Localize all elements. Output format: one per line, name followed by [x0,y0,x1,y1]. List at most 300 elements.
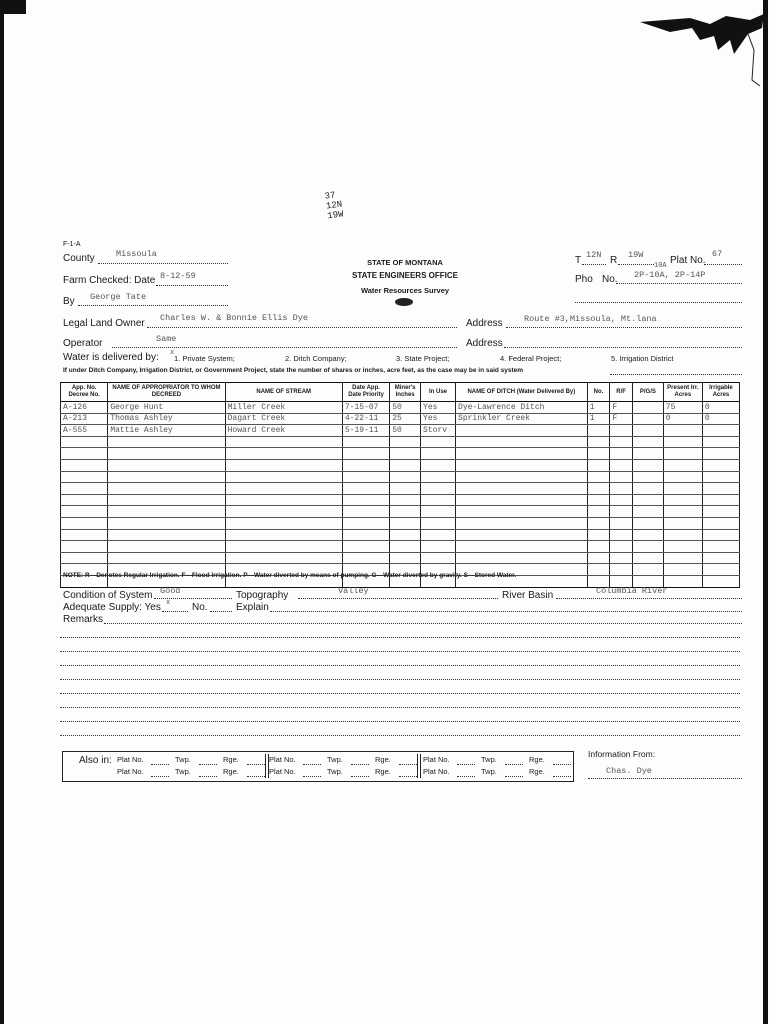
township-line [582,264,606,265]
condition-label: Condition of System [63,590,153,601]
cell-miners-inches[interactable] [390,436,421,448]
cell-miners-inches[interactable] [390,459,421,471]
cell-irrigable-acres[interactable] [702,564,739,576]
cell-miners-inches[interactable] [390,541,421,553]
cell-no[interactable] [587,494,610,506]
cell-ditch[interactable] [456,517,588,529]
delivery-option-private[interactable]: 1. Private System; [174,354,235,363]
cell-pgs[interactable] [632,459,663,471]
cell-stream[interactable] [225,552,342,564]
scan-right-edge [763,0,768,1024]
cell-rf[interactable] [610,471,633,483]
cell-date[interactable] [342,436,389,448]
cell-miners-inches[interactable] [390,494,421,506]
cell-appropriator[interactable] [108,436,225,448]
range-value[interactable]: 19W [628,250,644,260]
supply-no-line [210,611,232,612]
cell-date[interactable] [342,459,389,471]
also-in-twp-label: Twp. [175,755,191,764]
cell-irrigable-acres[interactable] [702,552,739,564]
cell-present-acres[interactable] [663,575,702,587]
cell-no[interactable] [587,552,610,564]
cell-date[interactable] [342,529,389,541]
address-value[interactable]: Route #3,Missoula, Mt.lana [524,314,657,324]
plat-no-value[interactable]: 67 [712,249,723,259]
remarks-line-2[interactable] [60,637,740,638]
cell-no[interactable] [587,564,610,576]
table-row [61,459,740,471]
cell-app-no[interactable]: A-555 [61,425,108,437]
col-miners-inches: Miner's Inches [390,383,421,402]
cell-irrigable-acres[interactable] [702,541,739,553]
also-in-rge-label: Rge. [223,755,239,764]
farm-checked-value[interactable]: 8-12-59 [160,271,196,281]
cell-stream[interactable] [225,459,342,471]
delivery-option-federal[interactable]: 4. Federal Project; [500,354,562,363]
also-in-plat-no-field[interactable] [303,764,321,765]
col-no: No. [587,383,610,402]
cell-appropriator[interactable]: Mattie Ashley [108,425,225,437]
cell-app-no[interactable] [61,471,108,483]
cell-in-use[interactable]: Yes [421,402,456,414]
delivery-option-ditch[interactable]: 2. Ditch Company; [285,354,347,363]
cell-stream[interactable]: Howard Creek [225,425,342,437]
also-in-twp-label: Twp. [327,767,343,776]
cell-irrigable-acres[interactable] [702,448,739,460]
also-in-rge-field[interactable] [247,776,265,777]
also-in-twp-label: Twp. [481,755,497,764]
also-in-plat-no-label: Plat No. [423,767,450,776]
also-in-plat-no-field[interactable] [457,764,475,765]
operator-label: Operator [63,338,103,349]
cell-rf[interactable]: F [610,402,633,414]
cell-miners-inches[interactable]: 50 [390,425,421,437]
cell-ditch[interactable] [456,506,588,518]
range-line [618,264,654,265]
cell-present-acres[interactable] [663,517,702,529]
cell-rf[interactable] [610,436,633,448]
cell-in-use[interactable]: Storv [421,425,456,437]
cell-irrigable-acres[interactable] [702,529,739,541]
cell-in-use[interactable] [421,448,456,460]
cell-rf[interactable]: F [610,413,633,425]
township-label: T [575,255,582,266]
cell-no[interactable] [587,459,610,471]
also-in-rge-field[interactable] [553,764,571,765]
also-in-twp-field[interactable] [505,764,523,765]
ink-blot [630,10,770,90]
instruction-text: If under Ditch Company, Irrigation District, or Government Project, state the number of shares or inches, acre feet, as the case may be in said system [63,367,524,374]
info-from-value[interactable]: Chas. Dye [606,766,652,776]
cell-irrigable-acres[interactable] [702,575,739,587]
cell-rf[interactable] [610,552,633,564]
also-in-rge-label: Rge. [375,755,391,764]
legend-note: NOTE: R—Denotes Regular Irrigation. F—Flood Irrigation. P—Water diverted by means of pumping. G—Water diverted by gravity. S—Stored Water. [63,572,517,579]
address-line [506,327,742,328]
also-in-label: Also in: [79,755,112,766]
header-survey: Water Resources Survey [360,286,450,295]
remarks-line-8[interactable] [60,721,740,722]
cell-appropriator[interactable]: George Hunt [108,402,225,414]
also-in-plat-no-field[interactable] [457,776,475,777]
supply-yes-mark[interactable]: x [166,599,171,607]
cell-app-no[interactable]: A-213 [61,413,108,425]
cell-stream[interactable]: Miller Creek [225,402,342,414]
cell-irrigable-acres[interactable]: 0 [702,413,739,425]
cell-date[interactable] [342,552,389,564]
col-irrigable-acres: Irrigable Acres [702,383,739,402]
cell-miners-inches[interactable] [390,483,421,495]
cell-date[interactable]: 7-15-07 [342,402,389,414]
cell-pgs[interactable] [632,448,663,460]
table-row [61,402,740,414]
by-value[interactable]: George Tate [90,292,147,302]
also-in-box [62,751,574,782]
topography-value[interactable]: Valley [338,586,369,596]
also-in-twp-field[interactable] [199,764,217,765]
remarks-line-6[interactable] [60,693,740,694]
cell-appropriator[interactable] [108,506,225,518]
cell-pgs[interactable] [632,494,663,506]
cell-present-acres[interactable] [663,541,702,553]
also-in-twp-label: Twp. [175,767,191,776]
cell-appropriator[interactable] [108,517,225,529]
also-in-plat-no-label: Plat No. [117,755,144,764]
cell-stream[interactable] [225,541,342,553]
cell-in-use[interactable] [421,517,456,529]
cell-appropriator[interactable] [108,494,225,506]
cell-ditch[interactable] [456,483,588,495]
cell-pgs[interactable] [632,413,663,425]
also-in-twp-field[interactable] [351,764,369,765]
cell-irrigable-acres[interactable] [702,459,739,471]
cell-pgs[interactable] [632,529,663,541]
scan-left-edge [0,0,4,1024]
cell-irrigable-acres[interactable] [702,425,739,437]
condition-value[interactable]: Good [160,586,181,596]
cell-date[interactable]: 4-22-11 [342,413,389,425]
cell-in-use[interactable] [421,529,456,541]
cell-present-acres[interactable] [663,471,702,483]
cell-app-no[interactable] [61,541,108,553]
cell-appropriator[interactable] [108,483,225,495]
cell-ditch[interactable] [456,529,588,541]
cell-in-use[interactable]: Yes [421,413,456,425]
cell-present-acres[interactable] [663,506,702,518]
cell-app-no[interactable] [61,494,108,506]
delivery-label: Water is delivered by: [63,352,159,363]
cell-appropriator[interactable] [108,471,225,483]
cell-rf[interactable] [610,494,633,506]
cell-present-acres[interactable] [663,459,702,471]
delivery-option-district[interactable]: 5. Irrigation District [611,354,674,363]
delivery-option-state[interactable]: 3. State Project; [396,354,450,363]
farm-checked-label: Farm Checked: Date [63,275,156,286]
also-in-rge-label: Rge. [529,767,545,776]
cell-appropriator[interactable] [108,529,225,541]
cell-miners-inches[interactable]: 50 [390,402,421,414]
col-in-use: In Use [421,383,456,402]
cell-app-no[interactable]: A-126 [61,402,108,414]
cell-ditch[interactable] [456,471,588,483]
cell-miners-inches[interactable] [390,529,421,541]
cell-present-acres[interactable]: 0 [663,413,702,425]
cell-irrigable-acres[interactable] [702,436,739,448]
table-row [61,494,740,506]
remarks-line-7[interactable] [60,707,740,708]
also-in-twp-field[interactable] [505,776,523,777]
also-in-rge-field[interactable] [399,764,417,765]
cell-no[interactable] [587,436,610,448]
cell-irrigable-acres[interactable] [702,494,739,506]
cell-pgs[interactable] [632,425,663,437]
cell-pgs[interactable] [632,517,663,529]
river-basin-value[interactable]: Columbia River [596,586,668,596]
cell-app-no[interactable] [61,436,108,448]
operator-value[interactable]: Same [156,334,177,344]
cell-pgs[interactable] [632,471,663,483]
table-row [61,471,740,483]
table-row [61,529,740,541]
col-appropriator: NAME OF APPROPRIATOR TO WHOM DECREED [108,383,225,402]
also-in-rge-field[interactable] [247,764,265,765]
cell-rf[interactable] [610,564,633,576]
cell-app-no[interactable] [61,529,108,541]
cell-pgs[interactable] [632,402,663,414]
also-in-plat-no-field[interactable] [303,776,321,777]
table-row [61,436,740,448]
cell-rf[interactable] [610,483,633,495]
file-stamp: 37 12N 19W [324,190,345,222]
cell-stream[interactable] [225,471,342,483]
cell-stream[interactable] [225,448,342,460]
cell-irrigable-acres[interactable]: 0 [702,402,739,414]
cell-miners-inches[interactable] [390,552,421,564]
cell-date[interactable] [342,506,389,518]
cell-date[interactable] [342,483,389,495]
cell-in-use[interactable] [421,436,456,448]
photo-no-label: No. [602,274,618,285]
cell-stream[interactable] [225,436,342,448]
topography-line [298,598,498,599]
cell-no[interactable]: 1 [587,402,610,414]
cell-rf[interactable] [610,506,633,518]
cell-date[interactable] [342,448,389,460]
also-in-twp-field[interactable] [351,776,369,777]
cell-rf[interactable] [610,529,633,541]
cell-pgs[interactable] [632,552,663,564]
cell-ditch[interactable] [456,494,588,506]
cell-no[interactable] [587,483,610,495]
legal-owner-line [147,327,457,328]
also-in-rge-label: Rge. [375,767,391,776]
cell-pgs[interactable] [632,564,663,576]
cell-no[interactable] [587,541,610,553]
cell-in-use[interactable] [421,459,456,471]
cell-date[interactable] [342,517,389,529]
cell-no[interactable] [587,506,610,518]
cell-app-no[interactable] [61,448,108,460]
cell-ditch[interactable] [456,459,588,471]
cell-app-no[interactable] [61,459,108,471]
table-row [61,483,740,495]
also-in-plat-no-field[interactable] [151,764,169,765]
cell-ditch[interactable] [456,448,588,460]
remarks-line-1[interactable] [104,623,742,624]
cell-no[interactable] [587,529,610,541]
cell-ditch[interactable] [456,552,588,564]
cell-present-acres[interactable] [663,436,702,448]
township-value[interactable]: 12N [586,250,602,260]
cell-appropriator[interactable] [108,448,225,460]
also-in-rge-label: Rge. [529,755,545,764]
col-stream: NAME OF STREAM [225,383,342,402]
photo-no-value[interactable]: 2P-10A, 2P-14P [634,270,706,280]
cell-pgs[interactable] [632,483,663,495]
cell-miners-inches[interactable] [390,517,421,529]
cell-no[interactable] [587,471,610,483]
cell-in-use[interactable] [421,541,456,553]
col-present-acres: Present Irr. Acres [663,383,702,402]
cell-rf[interactable] [610,459,633,471]
cell-stream[interactable] [225,494,342,506]
cell-rf[interactable] [610,517,633,529]
county-line [98,263,228,264]
also-in-plat-no-field[interactable] [151,776,169,777]
instruction-line [610,374,742,375]
cell-pgs[interactable] [632,541,663,553]
by-line [78,305,228,306]
cell-rf[interactable] [610,448,633,460]
remarks-line-4[interactable] [60,665,740,666]
cell-miners-inches[interactable] [390,448,421,460]
farm-checked-line [156,285,228,286]
info-from-label: Information From: [588,749,656,759]
cell-no[interactable]: 1 [587,413,610,425]
address-label: Address [466,318,503,329]
cell-in-use[interactable] [421,471,456,483]
cell-date[interactable] [342,541,389,553]
col-ditch: NAME OF DITCH (Water Delivered By) [456,383,588,402]
cell-appropriator[interactable] [108,552,225,564]
cell-stream[interactable] [225,483,342,495]
cell-in-use[interactable] [421,506,456,518]
also-in-plat-no-label: Plat No. [269,755,296,764]
county-label: County [63,253,95,264]
plat-no-line [704,264,742,265]
cell-app-no[interactable] [61,517,108,529]
topography-label: Topography [236,590,289,601]
cell-no[interactable] [587,517,610,529]
cell-pgs[interactable] [632,436,663,448]
cell-stream[interactable] [225,517,342,529]
cell-stream[interactable] [225,529,342,541]
operator-line [112,347,457,348]
cell-in-use[interactable] [421,494,456,506]
cell-ditch[interactable]: Sprinkler Creek [456,413,588,425]
cell-appropriator[interactable]: Thomas Ashley [108,413,225,425]
cell-irrigable-acres[interactable] [702,517,739,529]
cell-irrigable-acres[interactable] [702,483,739,495]
cell-pgs[interactable] [632,506,663,518]
cell-miners-inches[interactable] [390,506,421,518]
cell-present-acres[interactable] [663,552,702,564]
cell-present-acres[interactable] [663,483,702,495]
remarks-line-5[interactable] [60,679,740,680]
operator-address-line [504,347,742,348]
col-date: Date App. Date Priority [342,383,389,402]
table-row [61,448,740,460]
delivery-check-mark[interactable]: x [170,349,175,357]
cell-rf[interactable] [610,541,633,553]
cell-miners-inches[interactable] [390,471,421,483]
cell-ditch[interactable] [456,425,588,437]
cell-miners-inches[interactable]: 25 [390,413,421,425]
cell-present-acres[interactable] [663,564,702,576]
cell-rf[interactable] [610,425,633,437]
cell-irrigable-acres[interactable] [702,506,739,518]
cell-appropriator[interactable] [108,459,225,471]
also-in-twp-label: Twp. [327,755,343,764]
cell-in-use[interactable] [421,552,456,564]
cell-present-acres[interactable] [663,448,702,460]
also-in-rge-field[interactable] [399,776,417,777]
col-rf: R/F [610,383,633,402]
remarks-line-3[interactable] [60,651,740,652]
cell-in-use[interactable] [421,483,456,495]
also-in-plat-no-label: Plat No. [423,755,450,764]
cell-irrigable-acres[interactable] [702,471,739,483]
info-from-line [588,778,742,779]
cell-no[interactable] [587,448,610,460]
header-state: STATE OF MONTANA [367,258,443,267]
table-row [61,517,740,529]
cell-present-acres[interactable] [663,425,702,437]
by-label: By [63,296,75,307]
form-code: F-1-A [63,241,81,248]
cell-app-no[interactable] [61,506,108,518]
cell-appropriator[interactable] [108,541,225,553]
supply-no-label: No. [192,602,208,613]
cell-app-no[interactable] [61,552,108,564]
also-in-twp-field[interactable] [199,776,217,777]
cell-app-no[interactable] [61,483,108,495]
cell-present-acres[interactable]: 75 [663,402,702,414]
cell-stream[interactable] [225,506,342,518]
cell-date[interactable]: 5-19-11 [342,425,389,437]
cell-no[interactable] [587,425,610,437]
also-in-rge-label: Rge. [223,767,239,776]
river-basin-label: River Basin [502,590,554,601]
plat-no-label: Plat No. [670,255,706,266]
cell-date[interactable] [342,471,389,483]
cell-ditch[interactable]: Dye-Lawrence Ditch [456,402,588,414]
also-in-rge-field[interactable] [553,776,571,777]
legal-owner-value[interactable]: Charles W. & Bonnie Ellis Dye [160,313,308,323]
cell-present-acres[interactable] [663,529,702,541]
cell-ditch[interactable] [456,541,588,553]
table-row [61,506,740,518]
cell-ditch[interactable] [456,436,588,448]
table-row [61,413,740,425]
cell-stream[interactable]: Dagart Creek [225,413,342,425]
cell-present-acres[interactable] [663,494,702,506]
range-label: R [610,255,618,266]
remarks-line-9[interactable] [60,735,740,736]
county-value[interactable]: Missoula [116,249,157,259]
cell-date[interactable] [342,494,389,506]
col-pgs: P/G/S [632,383,663,402]
